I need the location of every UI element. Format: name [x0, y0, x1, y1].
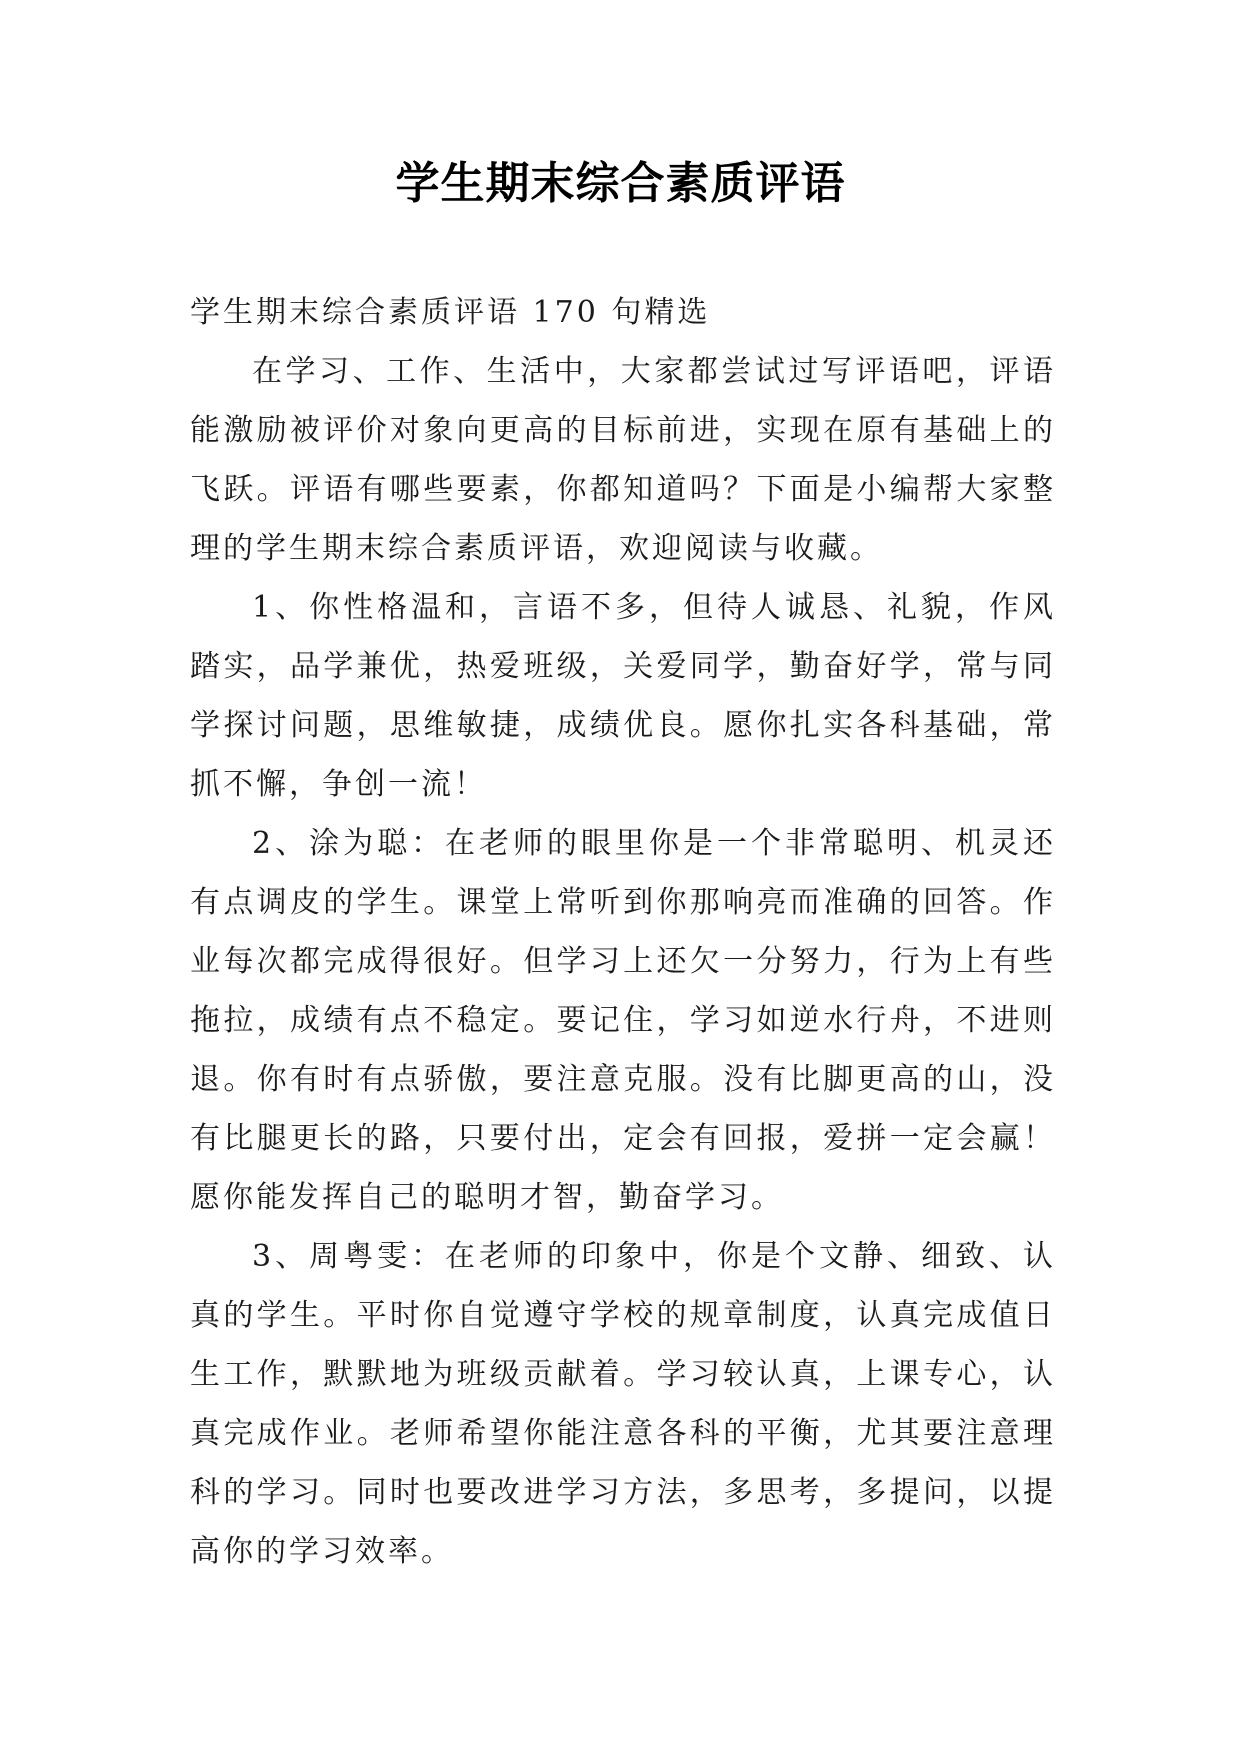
comment-paragraph-1: 1、你性格温和，言语不多，但待人诚恳、礼貌，作风踏实，品学兼优，热爱班级，关爱同学，勤奋好学，常与同学探讨问题，思维敏捷，成绩优良。愿你扎实各科基础，常抓不懈，争创一流！: [190, 590, 1056, 802]
document-body: [190, 283, 1056, 1581]
intro-paragraph: 在学习、工作、生活中，大家都尝试过写评语吧，评语能激励被评价对象向更高的目标前进，实现在原有基础上的飞跃。评语有哪些要素，你都知道吗？下面是小编帮大家整理的学生期末综合素质评语，欢迎阅读与收藏。: [190, 354, 1056, 566]
document-title: 学生期末综合素质评语: [395, 158, 846, 209]
comment-paragraph-3: 3、周粤雯：在老师的印象中，你是个文静、细致、认真的学生。平时你自觉遵守学校的规章制度，认真完成值日生工作，默默地为班级贡献着。学习较认真，上课专心，认真完成作业。老师希望你能注意各科的平衡，尤其要注意理科的学习。同时也要改进学习方法，多思考，多提问，以提高你的学习效率。: [190, 1239, 1056, 1569]
document-subtitle: 学生期末综合素质评语 170 句精选: [190, 295, 711, 330]
comment-paragraph-2: 2、涂为聪：在老师的眼里你是一个非常聪明、机灵还有点调皮的学生。课堂上常听到你那响亮而准确的回答。作业每次都完成得很好。但学习上还欠一分努力，行为上有些拖拉，成绩有点不稳定。要记住，学习如逆水行舟，不进则退。你有时有点骄傲，要注意克服。没有比脚更高的山，没有比腿更长的路，只要付出，定会有回报，爱拼一定会赢！愿你能发挥自己的聪明才智，勤奋学习。: [190, 826, 1056, 1215]
